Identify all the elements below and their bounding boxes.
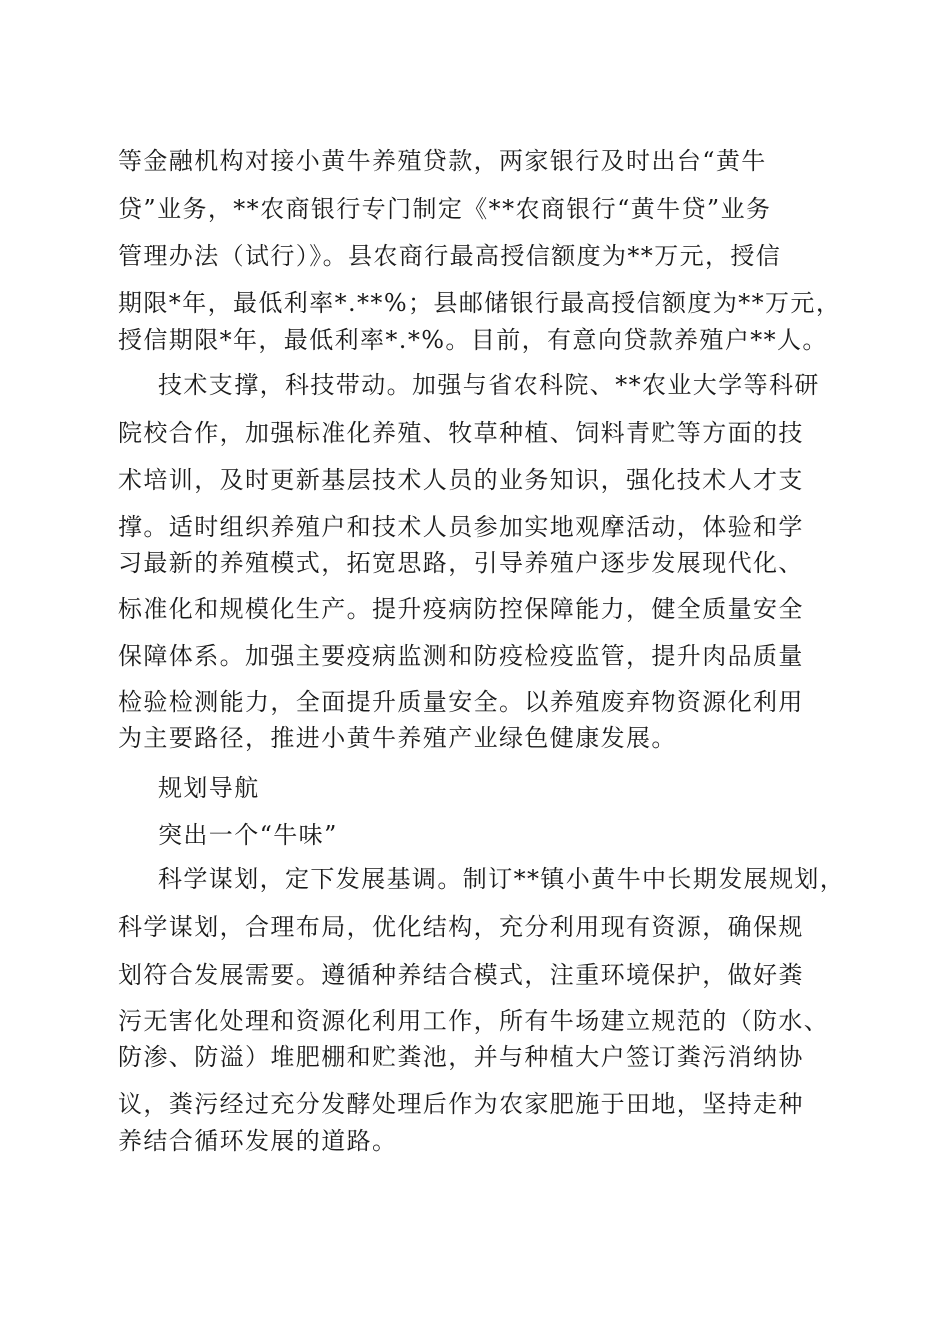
paragraph-tech-line-8: 检验检测能力，全面提升质量安全。以养殖废弃物资源化利用 [118, 688, 804, 716]
heading-highlight-niuwei: 突出一个“牛味” [158, 821, 338, 849]
paragraph-finance-line-3: 管理办法（试行）》。县农商行最高授信额度为**万元，授信 [118, 242, 782, 270]
paragraph-tech-line-2: 院校合作，加强标准化养殖、牧草种植、饲料青贮等方面的技 [118, 419, 804, 447]
paragraph-finance-line-4: 期限*年，最低利率*.**%；县邮储银行最高授信额度为**万元， [118, 289, 842, 317]
paragraph-tech-line-9: 为主要路径，推进小黄牛养殖产业绿色健康发展。 [118, 724, 677, 752]
paragraph-finance-line-1: 等金融机构对接小黄牛养殖贷款，两家银行及时出台“黄牛 [118, 147, 767, 175]
paragraph-finance-line-5: 授信期限*年，最低利率*.*%。目前，有意向贷款养殖户**人。 [118, 326, 828, 354]
paragraph-tech-line-7: 保障体系。加强主要疫病监测和防疫检疫监管，提升肉品质量 [118, 642, 804, 670]
paragraph-planning-line-3: 划符合发展需要。遵循种养结合模式，注重环境保护，做好粪 [118, 961, 804, 989]
paragraph-tech-line-4: 撑。适时组织养殖户和技术人员参加实地观摩活动，体验和学 [118, 513, 804, 541]
paragraph-planning-line-7: 养结合循环发展的道路。 [118, 1127, 398, 1155]
paragraph-tech-line-1: 技术支撑，科技带动。加强与省农科院、**农业大学等科研 [158, 371, 820, 399]
paragraph-planning-line-1: 科学谋划，定下发展基调。制订**镇小黄牛中长期发展规划， [158, 865, 846, 893]
paragraph-planning-line-5: 防渗、防溢）堆肥棚和贮粪池，并与种植大户签订粪污消纳协 [118, 1043, 804, 1071]
paragraph-tech-line-3: 术培训，及时更新基层技术人员的业务知识，强化技术人才支 [118, 466, 804, 494]
paragraph-tech-line-5: 习最新的养殖模式，拓宽思路，引导养殖户逐步发展现代化、 [118, 549, 804, 577]
paragraph-finance-line-2: 贷”业务，**农商银行专门制定《**农商银行“黄牛贷”业务 [118, 195, 772, 223]
paragraph-planning-line-6: 议，粪污经过充分发酵处理后作为农家肥施于田地，坚持走种 [118, 1090, 804, 1118]
heading-planning-navigation: 规划导航 [158, 774, 260, 802]
paragraph-planning-line-4: 污无害化处理和资源化利用工作，所有牛场建立规范的（防水、 [118, 1007, 830, 1035]
paragraph-planning-line-2: 科学谋划，合理布局，优化结构，充分利用现有资源，确保规 [118, 913, 804, 941]
paragraph-tech-line-6: 标准化和规模化生产。提升疫病防控保障能力，健全质量安全 [118, 595, 804, 623]
